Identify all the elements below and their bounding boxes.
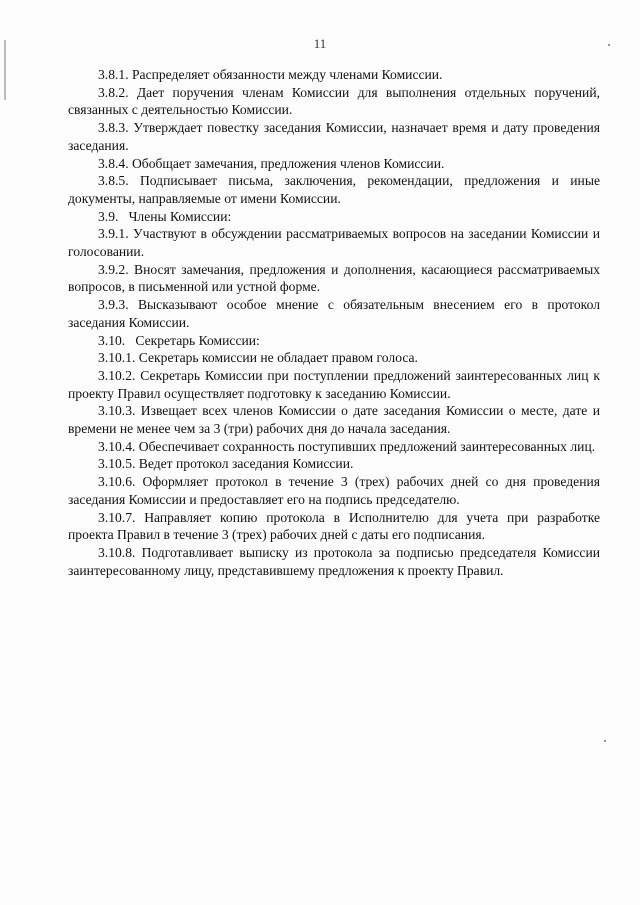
- paragraph-3-10-2: 3.10.2. Секретарь Комиссии при поступлении предложений заинтересованных лиц к проекту Правил осуществляет подготовку к заседанию Комиссии.: [68, 367, 600, 401]
- paragraph-3-8-2: 3.8.2. Дает поручения членам Комиссии для выполнения отдельных поручений, связанных с деятельностью Комиссии.: [68, 84, 600, 118]
- section-3-9-heading: 3.9. Члены Комиссии:: [98, 208, 232, 224]
- paragraph-3-10-4: 3.10.4. Обеспечивает сохранность поступивших предложений заинтересованных лиц.: [98, 438, 596, 454]
- paragraph-3-8-3: 3.8.3. Утверждает повестку заседания Комиссии, назначает время и дату проведения заседания.: [68, 120, 600, 153]
- paragraph-3-10-7: 3.10.7. Направляет копию протокола в Исполнителю для учета при разработке проекта Правил в течение 3 (трех) рабочих дней с даты его подписания.: [68, 509, 600, 543]
- paragraph-3-10-8: 3.10.8. Подготавливает выписку из протокола за подписью председателя Комиссии заинтересованному лицу, представившему предложения к проекту Правил.: [68, 544, 600, 578]
- paragraph-3-10-6: 3.10.6. Оформляет протокол в течение 3 (трех) рабочих дней со дня проведения заседания Комиссии и предоставляет его на подпись председателю.: [68, 474, 600, 507]
- scan-speck: [604, 740, 606, 742]
- paragraph-3-8-5: 3.8.5. Подписывает письма, заключения, рекомендации, предложения и иные документы, направляемые от имени Комиссии.: [68, 173, 600, 206]
- paragraph-3-10-1: 3.10.1. Секретарь комиссии не обладает правом голоса.: [98, 350, 418, 366]
- paragraph-3-8-1: 3.8.1. Распределяет обязанности между членами Комиссии.: [98, 67, 443, 82]
- paragraph-3-9-2: 3.9.2. Вносят замечания, предложения и дополнения, касающиеся рассматриваемых вопросов, в письменной или устной форме.: [68, 261, 600, 295]
- paragraph-3-10-3: 3.10.3. Извещает всех членов Комиссии о дате заседания Комиссии о месте, дате и времени не менее чем за 3 (три) рабочих дня до начала заседания.: [68, 403, 600, 437]
- paragraph-3-9-3: 3.9.3. Высказывают особое мнение с обязательным внесением его в протокол заседания Комиссии.: [68, 297, 600, 330]
- paragraph-3-8-4: 3.8.4. Обобщает замечания, предложения членов Комиссии.: [98, 155, 445, 171]
- paragraph-3-10-5: 3.10.5. Ведет протокол заседания Комиссии.: [98, 456, 354, 472]
- page-number: 11: [313, 36, 327, 51]
- document-body: [68, 66, 600, 579]
- section-3-10-heading: 3.10. Секретарь Комиссии:: [98, 332, 260, 348]
- paragraph-3-9-1: 3.9.1. Участвуют в обсуждении рассматриваемых вопросов на заседании Комиссии и голосовании.: [68, 226, 600, 260]
